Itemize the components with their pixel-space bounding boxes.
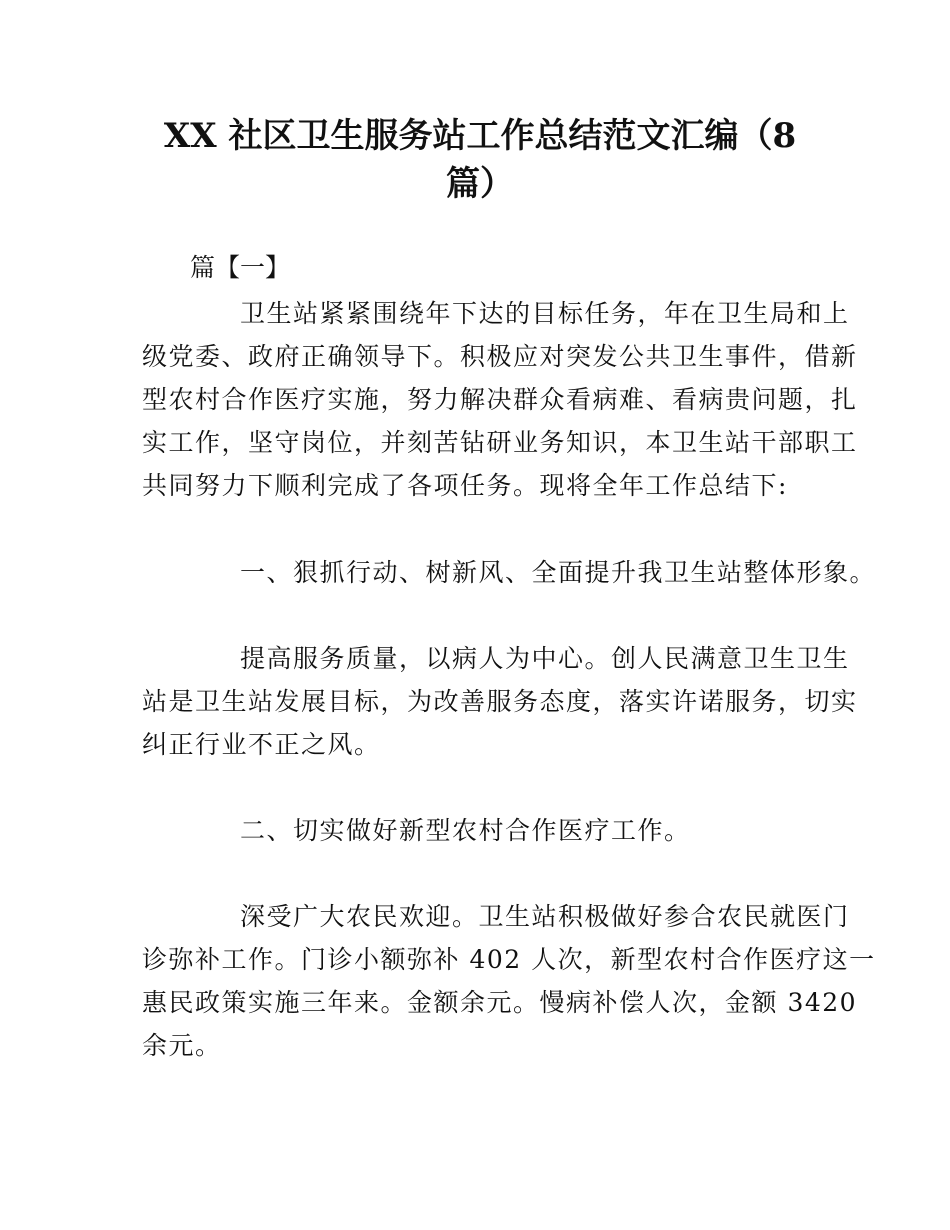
paragraph-line: 型农村合作医疗实施，努力解决群众看病难、看病贵问题，扎 [142,385,858,414]
heading-line: 二、切实做好新型农村合作医疗工作。 [240,816,691,845]
heading-one [142,551,877,594]
title-line-1: XX 社区卫生服务站工作总结范文汇编（8 [163,116,797,156]
paragraph-line: 深受广大农民欢迎。卫生站积极做好参合农民就医门 [240,902,850,931]
paragraph-line: 站是卫生站发展目标，为改善服务态度，落实许诺服务，切实 [142,687,858,716]
section-label: 篇【一】 [190,253,291,282]
paragraph-line: 余元。 [142,1031,222,1060]
paragraph-cooperative-medical [142,895,876,1067]
document-title [140,112,820,208]
paragraph-intro [142,292,858,507]
paragraph-line: 卫生站紧紧围绕年下达的目标任务，年在卫生局和上 [240,299,850,328]
paragraph-line: 惠民政策实施三年来。金额余元。慢病补偿人次，金额 3420 [142,988,858,1017]
title-line-2: 篇） [446,164,514,204]
paragraph-line: 共同努力下顺利完成了各项任务。现将全年工作总结下: [142,471,788,500]
paragraph-line: 实工作，坚守岗位，并刻苦钻研业务知识，本卫生站干部职工 [142,428,858,457]
paragraph-line: 纠正行业不正之风。 [142,730,381,759]
paragraph-line: 诊弥补工作。门诊小额弥补 402 人次，新型农村合作医疗这一 [142,945,876,974]
paragraph-service-quality [142,637,858,766]
heading-two [142,809,822,852]
heading-line: 一、狠抓行动、树新风、全面提升我卫生站整体形象。 [240,558,877,587]
paragraph-line: 级党委、政府正确领导下。积极应对突发公共卫生事件，借新 [142,342,858,371]
paragraph-line: 提高服务质量，以病人为中心。创人民满意卫生卫生 [240,644,850,673]
